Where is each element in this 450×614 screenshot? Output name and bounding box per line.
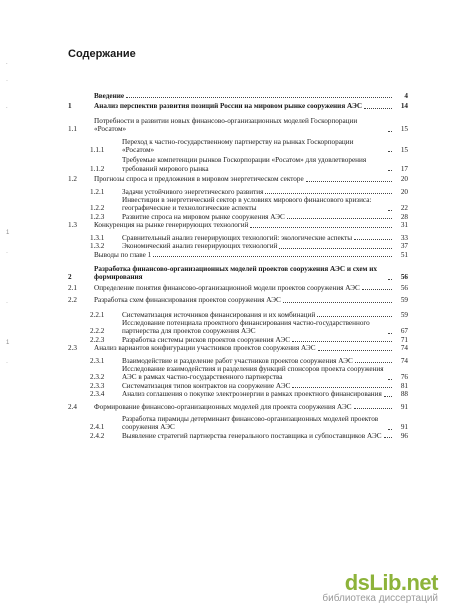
toc-entry-title: Выводы по главе 1 — [94, 250, 152, 259]
toc-entry-number: 1.2.3 — [90, 212, 105, 221]
table-of-contents — [68, 92, 408, 440]
toc-dot-leader — [287, 218, 392, 219]
toc-entry-page: 67 — [400, 327, 408, 336]
toc-entry-title: Взаимодействие и разделение работ участников проектов сооружения АЭС — [122, 356, 353, 365]
toc-entry-page: 28 — [400, 212, 408, 221]
toc-entry-title: Потребности в развитии новых финансово-организационных моделей Госкорпорации «Росатом» — [94, 116, 358, 134]
toc-dot-leader — [283, 302, 392, 303]
toc-dot-leader — [279, 248, 392, 249]
toc-entry-number: 2.3.1 — [90, 356, 105, 365]
toc-entry-number: 2.2.3 — [90, 335, 105, 344]
toc-dot-leader — [388, 210, 392, 211]
toc-entry-number: 2.2.2 — [90, 327, 105, 336]
toc-entry-number: 1.2.1 — [90, 187, 105, 196]
toc-entry-number: 1.2 — [68, 175, 77, 184]
toc-dot-leader — [388, 333, 392, 334]
toc-entry[interactable] — [68, 117, 408, 134]
toc-entry[interactable] — [68, 234, 408, 242]
toc-dot-leader — [318, 350, 392, 351]
toc-entry-page: 56 — [400, 283, 408, 292]
toc-entry-title: Разработка схем финансирования проектов сооружения АЭС — [94, 296, 281, 305]
toc-entry-title: Систематизация типов контрактов на сооружение АЭС — [122, 381, 291, 390]
toc-entry-page: 31 — [400, 221, 408, 230]
toc-entry[interactable] — [68, 251, 408, 259]
margin-mark: · — [6, 250, 8, 256]
toc-entry-number: 1.1.1 — [90, 146, 105, 155]
toc-entry-number: 2 — [68, 273, 72, 282]
toc-dot-leader — [364, 108, 392, 109]
toc-entry-title: Определение понятия финансово-организационной модели проектов сооружения АЭС — [94, 283, 360, 292]
toc-entry-title: Конкуренция на рынке генерирующих технологий — [94, 221, 249, 230]
toc-entry-number: 1.3.2 — [90, 242, 105, 251]
toc-entry-page: 76 — [400, 373, 408, 382]
toc-entry-number: 2.3.3 — [90, 381, 105, 390]
toc-dot-leader — [250, 227, 392, 228]
toc-entry-title: Формирование финансово-организационных моделей для проекта сооружения АЭС — [94, 402, 352, 411]
toc-dot-leader — [153, 256, 392, 257]
toc-entry-title: Инвестиции в энергетический сектор в условиях мирового финансового кризиса: географические и технологические аспекты — [122, 196, 372, 213]
toc-entry-title: Выявление стратегий партнерства генерального поставщика и субпоставщиков АЭС — [122, 431, 382, 440]
toc-entry-number: 1.1 — [68, 125, 77, 134]
toc-entry-title: Разработка пирамиды детерминант финансово-организационных моделей проектов сооружения АЭС — [122, 415, 379, 432]
toc-entry-title: Анализ перспектив развития позиций России на мировом рынке сооружения АЭС — [94, 102, 363, 111]
toc-entry-title: Введение — [94, 92, 125, 100]
toc-dot-leader — [126, 97, 392, 98]
toc-entry-page: 74 — [400, 344, 408, 353]
toc-entry[interactable] — [68, 365, 408, 382]
toc-dot-leader — [292, 387, 392, 388]
toc-entry-page: 33 — [400, 233, 408, 242]
toc-entry-page: 59 — [400, 310, 408, 319]
toc-dot-leader — [317, 316, 392, 317]
toc-entry-title: Систематизация источников финансирования и их комбинаций — [122, 310, 316, 319]
toc-entry-number: 1.3.1 — [90, 233, 105, 242]
toc-entry[interactable] — [68, 102, 408, 110]
watermark[interactable] — [322, 570, 438, 604]
toc-entry[interactable] — [68, 357, 408, 365]
toc-entry-page: 14 — [400, 102, 408, 111]
toc-entry-page: 91 — [400, 402, 408, 411]
toc-dot-leader — [355, 362, 392, 363]
page-title: Содержание — [68, 48, 136, 60]
toc-dot-leader — [384, 437, 392, 438]
toc-entry-page: 59 — [400, 296, 408, 305]
margin-mark: . — [6, 60, 8, 66]
toc-dot-leader — [354, 239, 392, 240]
toc-entry-page: 15 — [400, 125, 408, 134]
toc-entry-title: Прогнозы спроса и предложения в мировом энергетическом секторе — [94, 175, 304, 184]
toc-entry-page: 56 — [400, 273, 408, 282]
toc-entry-number: 2.4.1 — [90, 423, 105, 432]
toc-entry-page: 17 — [400, 164, 408, 173]
toc-entry[interactable] — [68, 156, 408, 173]
toc-dot-leader — [388, 131, 392, 132]
toc-entry-page: 81 — [400, 381, 408, 390]
toc-entry[interactable] — [68, 415, 408, 432]
toc-entry-title: Экономический анализ генерирующих технологий — [122, 242, 278, 251]
toc-entry-page: 22 — [400, 204, 408, 213]
toc-entry[interactable] — [68, 296, 408, 304]
toc-entry-title: Разработка финансово-организационных моделей проектов сооружения АЭС и схем их формирования — [94, 264, 377, 282]
toc-entry[interactable] — [68, 221, 408, 229]
toc-entry-page: 20 — [400, 187, 408, 196]
toc-entry-title: Переход к частно-государственному партнерству на рынках Госкорпорации «Росатом» — [122, 137, 354, 155]
toc-entry-page: 71 — [400, 335, 408, 344]
toc-entry[interactable] — [68, 213, 408, 221]
toc-dot-leader — [384, 396, 392, 397]
toc-entry-number: 2.3.2 — [90, 373, 105, 382]
toc-entry[interactable] — [68, 284, 408, 292]
margin-mark: · — [6, 360, 8, 366]
toc-entry[interactable] — [68, 344, 408, 352]
toc-entry-number: 1 — [68, 102, 72, 111]
toc-dot-leader — [292, 341, 392, 342]
toc-entry[interactable] — [68, 188, 408, 196]
toc-dot-leader — [354, 408, 392, 409]
toc-entry[interactable] — [68, 138, 408, 155]
toc-entry[interactable] — [68, 175, 408, 183]
toc-entry[interactable] — [68, 265, 408, 282]
toc-entry[interactable] — [68, 92, 408, 100]
toc-entry-number: 2.2 — [68, 296, 77, 305]
toc-entry-title: Анализ соглашения о покупке электроэнергии в рамках проектного финансирования — [122, 390, 382, 399]
toc-entry-title: Сравнительный анализ генерирующих технологий: экологические аспекты — [122, 233, 353, 242]
toc-entry-number: 2.4.2 — [90, 431, 105, 440]
toc-entry-page: 88 — [400, 390, 408, 399]
toc-entry-number: 2.4 — [68, 402, 77, 411]
watermark-subtitle: библиотека диссертаций — [322, 593, 438, 604]
toc-entry[interactable] — [68, 242, 408, 250]
toc-entry-title: Исследование взаимодействия и разделения функций спонсоров проекта сооружения АЭС в рамках частно-государственного партнерства — [122, 364, 384, 382]
margin-mark: . — [6, 104, 8, 110]
watermark-logo: dsLib.net — [344, 570, 438, 595]
toc-entry-title: Исследование потенциала проектного финансирования частно-государственного партнерства для проектов сооружения АЭС — [122, 318, 370, 336]
toc-entry-page: 51 — [400, 250, 408, 259]
toc-entry[interactable] — [68, 432, 408, 440]
toc-entry-number: 2.3 — [68, 344, 77, 353]
toc-entry-number: 1.1.2 — [90, 164, 105, 173]
toc-entry[interactable] — [68, 311, 408, 319]
toc-dot-leader — [362, 289, 392, 290]
margin-mark: · — [6, 78, 8, 84]
toc-dot-leader — [306, 181, 392, 182]
margin-mark: 1 — [6, 230, 10, 236]
toc-entry[interactable] — [68, 196, 408, 213]
toc-dot-leader — [388, 151, 392, 152]
toc-entry-page: 91 — [400, 423, 408, 432]
toc-entry-page: 4 — [404, 92, 408, 100]
toc-entry-title: Развитие спроса на мировом рынке сооружения АЭС — [122, 212, 285, 221]
margin-mark: · — [6, 300, 8, 306]
toc-entry-page: 96 — [400, 431, 408, 440]
toc-entry-number: 1.2.2 — [90, 204, 105, 213]
toc-entry[interactable] — [68, 319, 408, 336]
toc-entry[interactable] — [68, 336, 408, 344]
margin-mark: 1 — [6, 340, 10, 346]
toc-entry-number: 2.2.1 — [90, 310, 105, 319]
toc-dot-leader — [388, 429, 392, 430]
toc-entry-page: 15 — [400, 146, 408, 155]
toc-entry[interactable] — [68, 382, 408, 390]
toc-entry-page: 74 — [400, 356, 408, 365]
toc-entry-number: 1.3 — [68, 221, 77, 230]
toc-entry-number: 2.3.4 — [90, 390, 105, 399]
toc-entry[interactable] — [68, 403, 408, 411]
toc-entry-title: Анализ вариантов конфигурации участников проектов сооружения АЭС — [94, 344, 316, 353]
toc-dot-leader — [265, 193, 392, 194]
toc-entry-number: 2.1 — [68, 283, 77, 292]
toc-dot-leader — [388, 170, 392, 171]
toc-entry-page: 37 — [400, 242, 408, 251]
toc-entry-page: 20 — [400, 175, 408, 184]
toc-entry[interactable] — [68, 390, 408, 398]
toc-dot-leader — [388, 379, 392, 380]
toc-entry-title: Разработка системы рисков проектов сооружения АЭС — [122, 335, 291, 344]
toc-dot-leader — [388, 279, 392, 280]
toc-entry-title: Требуемые компетенции рынков Госкорпорации «Росатом» для удовлетворения требований мирового рынка — [122, 156, 367, 173]
toc-entry-title: Задачи устойчивого энергетического развития — [122, 187, 264, 196]
